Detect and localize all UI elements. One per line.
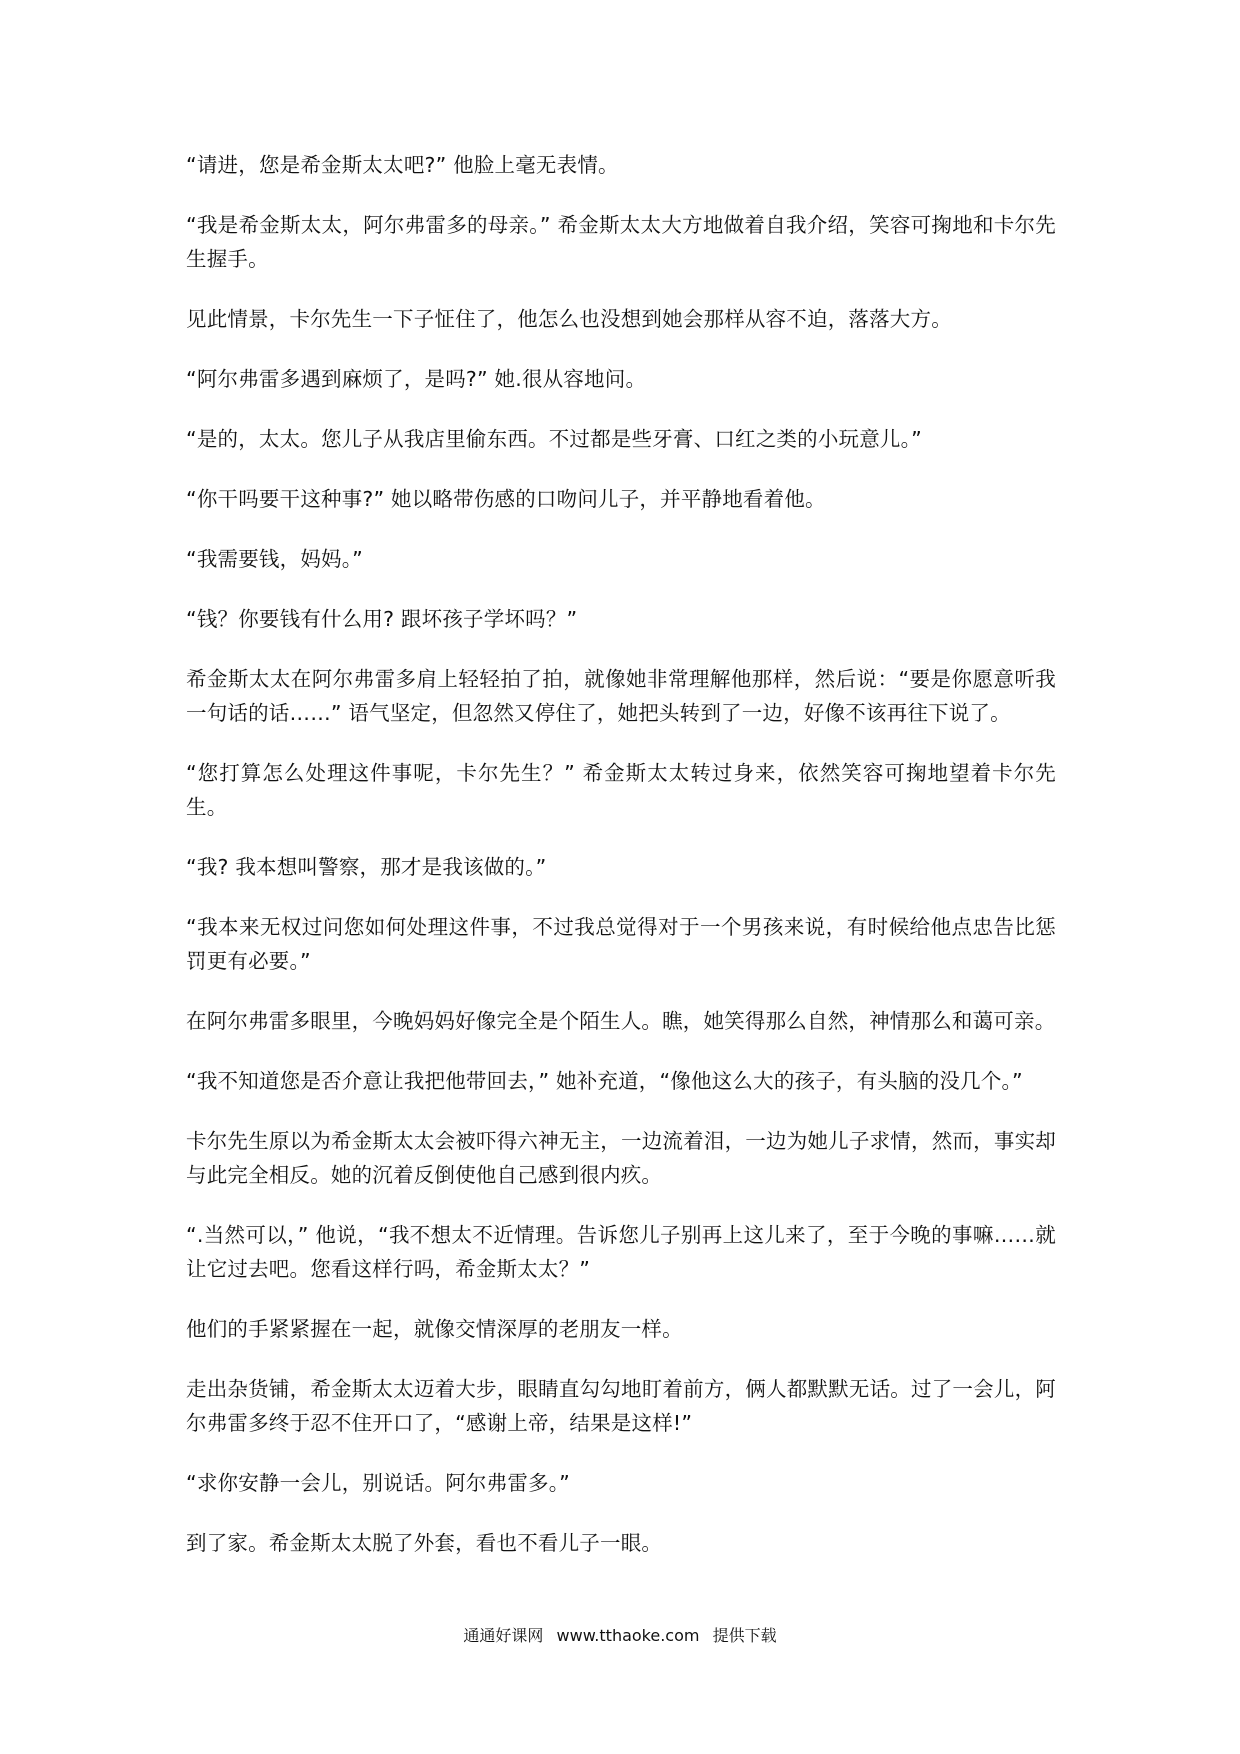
paragraph-15: 卡尔先生原以为希金斯太太会被吓得六神无主，一边流着泪，一边为她儿子求情，然而，事实却与此完全相反。她的沉着反倒使他自己感到很内疚。 xyxy=(186,1129,1056,1187)
paragraph-10: “您打算怎么处理这件事呢，卡尔先生？” 希金斯太太转过身来，依然笑容可掬地望着卡尔先生。 xyxy=(186,761,1056,819)
page-footer xyxy=(0,1624,1240,1648)
paragraph-18: 走出杂货铺，希金斯太太迈着大步，眼睛直勾勾地盯着前方，俩人都默默无话。过了一会儿，阿尔弗雷多终于忍不住开口了，“感谢上帝，结果是这样!” xyxy=(186,1377,1056,1435)
paragraph-13: 在阿尔弗雷多眼里，今晚妈妈好像完全是个陌生人。瞧，她笑得那么自然，神情那么和蔼可亲。 xyxy=(186,1009,1056,1033)
paragraph-9: 希金斯太太在阿尔弗雷多肩上轻轻拍了拍，就像她非常理解他那样，然后说：“要是你愿意听我一句话的话……” 语气坚定，但忽然又停住了，她把头转到了一边，好像不该再往下说了。 xyxy=(186,667,1056,725)
paragraph-7: “我需要钱，妈妈。” xyxy=(186,547,363,571)
paragraph-12: “我本来无权过问您如何处理这件事，不过我总觉得对于一个男孩来说，有时候给他点忠告比惩罚更有必要。” xyxy=(186,915,1056,973)
paragraph-16: “.当然可以，” 他说，“我不想太不近情理。告诉您儿子别再上这儿来了，至于今晚的事嘛……就让它过去吧。您看这样行吗，希金斯太太？” xyxy=(186,1223,1056,1281)
paragraph-20: 到了家。希金斯太太脱了外套，看也不看儿子一眼。 xyxy=(186,1531,663,1555)
paragraph-14: “我不知道您是否介意让我把他带回去，” 她补充道，“像他这么大的孩子，有头脑的没几个。” xyxy=(186,1069,1023,1093)
paragraph-1: “请进，您是希金斯太太吧?” 他脸上毫无表情。 xyxy=(186,153,619,177)
paragraph-2: “我是希金斯太太，阿尔弗雷多的母亲。” 希金斯太太大方地做着自我介绍，笑容可掬地和卡尔先生握手。 xyxy=(186,213,1056,271)
paragraph-3: 见此情景，卡尔先生一下子怔住了，他怎么也没想到她会那样从容不迫，落落大方。 xyxy=(186,307,952,331)
paragraph-11: “我? 我本想叫警察，那才是我该做的。” xyxy=(186,855,547,879)
paragraph-19: “求你安静一会儿，别说话。阿尔弗雷多。” xyxy=(186,1471,570,1495)
paragraph-5: “是的，太太。您儿子从我店里偷东西。不过都是些牙膏、口红之类的小玩意儿。” xyxy=(186,427,922,451)
paragraph-17: 他们的手紧紧握在一起，就像交情深厚的老朋友一样。 xyxy=(186,1317,683,1341)
footer-site-name: 通通好课网 xyxy=(463,1626,544,1645)
paragraph-4: “阿尔弗雷多遇到麻烦了，是吗?” 她.很从容地问。 xyxy=(186,367,647,391)
document-body xyxy=(186,148,1056,1586)
footer-url-link[interactable]: www.tthaoke.com xyxy=(556,1626,700,1645)
paragraph-8: “钱？你要钱有什么用? 跟坏孩子学坏吗？” xyxy=(186,607,578,631)
footer-suffix: 提供下载 xyxy=(712,1626,777,1645)
paragraph-6: “你干吗要干这种事?” 她以略带伤感的口吻问儿子，并平静地看着他。 xyxy=(186,487,826,511)
